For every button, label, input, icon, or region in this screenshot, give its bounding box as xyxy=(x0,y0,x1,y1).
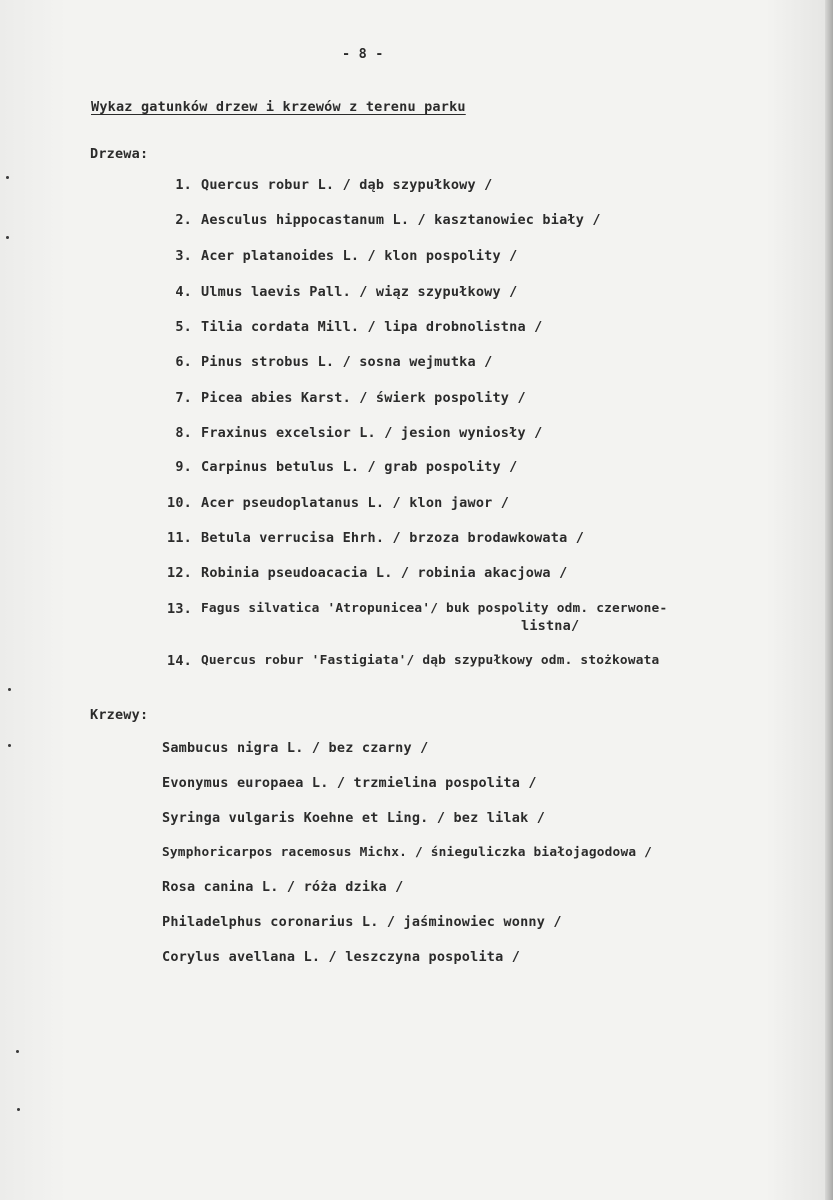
list-item: Carpinus betulus L. / grab pospolity / xyxy=(201,459,518,475)
punch-mark xyxy=(16,1050,19,1053)
punch-mark xyxy=(6,236,9,239)
list-item-number: 13. xyxy=(167,601,192,617)
list-item-number: 10. xyxy=(167,495,192,511)
punch-mark xyxy=(6,176,9,179)
list-item: Sambucus nigra L. / bez czarny / xyxy=(162,740,429,756)
list-item-number: 7. xyxy=(175,390,192,406)
list-item: Quercus robur L. / dąb szypułkowy / xyxy=(201,177,493,193)
list-item: Acer pseudoplatanus L. / klon jawor / xyxy=(201,495,510,511)
shrubs-heading: Krzewy: xyxy=(90,707,149,723)
list-item-number: 2. xyxy=(175,212,192,228)
list-item: Picea abies Karst. / świerk pospolity / xyxy=(201,390,526,406)
list-item: Fraxinus excelsior L. / jesion wyniosły / xyxy=(201,425,543,441)
list-item: Rosa canina L. / róża dzika / xyxy=(162,879,404,895)
list-item: Corylus avellana L. / leszczyna pospolita / xyxy=(162,949,521,965)
list-item: Acer platanoides L. / klon pospolity / xyxy=(201,248,518,264)
list-item-number: 5. xyxy=(175,319,192,335)
page-title: Wykaz gatunków drzew i krzewów z terenu parku xyxy=(91,99,466,115)
list-item: Symphoricarpos racemosus Michx. / śnieguliczka białojagodowa / xyxy=(162,845,653,860)
list-item: Tilia cordata Mill. / lipa drobnolistna / xyxy=(201,319,543,335)
list-item-number: 1. xyxy=(175,177,192,193)
trees-heading: Drzewa: xyxy=(90,146,149,162)
list-item: Evonymus europaea L. / trzmielina pospolita / xyxy=(162,775,537,791)
list-item-number: 12. xyxy=(167,565,192,581)
page-number: - 8 - xyxy=(342,46,384,62)
list-item-number: 3. xyxy=(175,248,192,264)
list-item-number: 4. xyxy=(175,284,192,300)
list-item-continuation: listna/ xyxy=(521,618,580,634)
list-item-number: 9. xyxy=(175,459,192,475)
list-item-number: 14. xyxy=(167,653,192,669)
list-item-number: 11. xyxy=(167,530,192,546)
list-item-number: 8. xyxy=(175,425,192,441)
list-item: Robinia pseudoacacia L. / robinia akacjowa / xyxy=(201,565,568,581)
punch-mark xyxy=(17,1108,20,1111)
list-item: Syringa vulgaris Koehne et Ling. / bez lilak / xyxy=(162,810,546,826)
punch-mark xyxy=(8,688,11,691)
list-item: Pinus strobus L. / sosna wejmutka / xyxy=(201,354,493,370)
list-item: Quercus robur 'Fastigiata'/ dąb szypułkowy odm. stożkowata xyxy=(201,653,660,668)
page-edge-shadow xyxy=(825,0,833,1200)
list-item: Ulmus laevis Pall. / wiąz szypułkowy / xyxy=(201,284,518,300)
list-item: Betula verrucisa Ehrh. / brzoza brodawkowata / xyxy=(201,530,585,546)
list-item-number: 6. xyxy=(175,354,192,370)
list-item: Aesculus hippocastanum L. / kasztanowiec biały / xyxy=(201,212,601,228)
list-item: Philadelphus coronarius L. / jaśminowiec wonny / xyxy=(162,914,562,930)
list-item: Fagus silvatica 'Atropunicea'/ buk pospolity odm. czerwone- xyxy=(201,601,668,616)
punch-mark xyxy=(8,744,11,747)
